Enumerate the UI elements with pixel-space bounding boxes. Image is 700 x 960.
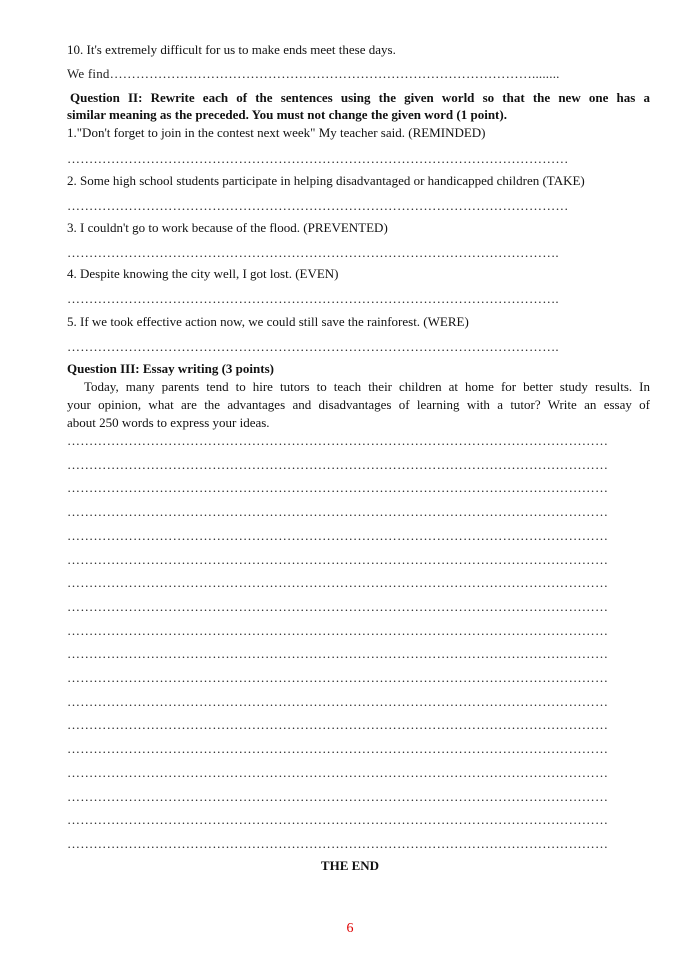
essay-line: …………………………………………………………………………………………………………… [67, 457, 609, 472]
essay-line: …………………………………………………………………………………………………………… [67, 552, 609, 567]
essay-line: …………………………………………………………………………………………………………… [67, 789, 609, 804]
essay-line: …………………………………………………………………………………………………………… [67, 836, 609, 851]
essay-line: …………………………………………………………………………………………………………… [67, 623, 609, 638]
q10-answer-line: We find……………………………………………………………………………………........ [67, 67, 560, 81]
essay-line: …………………………………………………………………………………………………………… [67, 813, 609, 828]
q2-item-4: 4. Despite knowing the city well, I got lost. (EVEN) [67, 266, 339, 281]
essay-line: …………………………………………………………………………………………………………… [67, 505, 609, 520]
page-number: 6 [346, 921, 354, 936]
q2-item-1: 1."Don't forget to join in the contest next week" My teacher said. (REMINDED) [67, 125, 486, 140]
q2-answer-line-5: …………………………………………………………………………………………………. [67, 340, 559, 354]
q2-item-2: 2. Some high school students participate in helping disadvantaged or handicapped children (TAKE) [67, 173, 585, 188]
q2-answer-line-2: …………………………………………………………………………………………………… [67, 199, 569, 213]
essay-line: …………………………………………………………………………………………………………… [67, 599, 609, 614]
q10-sentence: 10. It's extremely difficult for us to make ends meet these days. [67, 42, 396, 57]
essay-line: …………………………………………………………………………………………………………… [67, 434, 609, 448]
q2-item-5: 5. If we took effective action now, we could still save the rainforest. (WERE) [67, 314, 469, 329]
essay-line: …………………………………………………………………………………………………………… [67, 718, 609, 733]
essay-line: …………………………………………………………………………………………………………… [67, 765, 609, 780]
q2-answer-line-4: …………………………………………………………………………………………………. [67, 292, 559, 306]
q3-heading-rest: : Essay writing (3 points) [135, 361, 274, 376]
q3-prompt-line2: your opinion, what are the advantages and disadvantages of learning with a tutor? Write an essay of [67, 397, 650, 412]
q2-heading-line2: similar meaning as the preceded. You must not change the given word (1 point). [67, 107, 507, 122]
essay-line: …………………………………………………………………………………………………………… [67, 576, 609, 591]
q3-prompt-line3: about 250 words to express your ideas. [67, 415, 270, 430]
essay-line: …………………………………………………………………………………………………………… [67, 481, 609, 496]
q2-answer-line-1: …………………………………………………………………………………………………… [67, 152, 569, 166]
essay-line: …………………………………………………………………………………………………………… [67, 528, 609, 543]
q3-heading [67, 361, 652, 377]
essay-line: …………………………………………………………………………………………………………… [67, 742, 609, 757]
q3-heading-label: Question III [67, 361, 136, 376]
q2-item-3: 3. I couldn't go to work because of the flood. (PREVENTED) [67, 220, 388, 235]
q3-prompt-line1: Today, many parents tend to hire tutors to teach their children at home for better study results. In [84, 379, 650, 394]
end-text: THE END [320, 858, 380, 873]
essay-line: …………………………………………………………………………………………………………… [67, 671, 609, 685]
q2-answer-line-3: …………………………………………………………………………………………………. [67, 246, 559, 260]
q2-heading-line1: Question II: Rewrite each of the sentences using the given world so that the new one has a [70, 90, 650, 105]
essay-line: …………………………………………………………………………………………………………… [67, 647, 609, 662]
essay-line: …………………………………………………………………………………………………………… [67, 694, 609, 709]
